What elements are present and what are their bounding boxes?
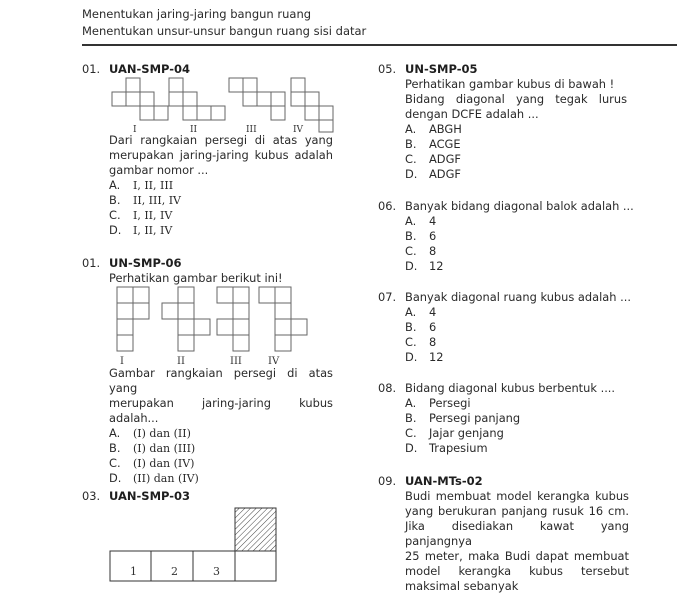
option-c[interactable]: C. 8	[405, 244, 437, 258]
option-b[interactable]: B. 6	[405, 320, 437, 334]
question-number: 08.	[378, 381, 397, 395]
question-text-line: yang berukuran panjang rusuk 16 cm.	[405, 504, 629, 518]
cube-net-figure-set	[109, 286, 339, 358]
figure-label-ii: II	[177, 356, 185, 367]
option-b[interactable]: B. ACGE	[405, 137, 461, 151]
figure-label-ii: II	[190, 125, 198, 135]
question-intro: Perhatikan gambar berikut ini!	[109, 271, 283, 285]
cube-net-iii	[229, 78, 285, 120]
question-text-line: gambar nomor ...	[109, 163, 209, 177]
option-d[interactable]: D. 12	[405, 350, 444, 364]
question-text-line: Budi membuat model kerangka kubus	[405, 489, 629, 503]
question-text-line: 25 meter, maka Budi dapat membuat	[405, 549, 629, 563]
option-b[interactable]: B. Persegi panjang	[405, 411, 521, 425]
cube-net-i	[117, 287, 149, 351]
option-d[interactable]: D. Trapesium	[405, 441, 488, 455]
cube-net-ii	[162, 287, 210, 351]
question-code: UN-SMP-05	[405, 62, 478, 76]
option-b[interactable]: B. (I) dan (III)	[109, 441, 196, 455]
question-code: UAN-MTs-02	[405, 474, 483, 488]
question-text-line: merupakan jaring-jaring kubus	[109, 396, 333, 410]
figure-label-iii: III	[246, 125, 257, 135]
option-a[interactable]: A. 4	[405, 214, 437, 228]
square-4	[235, 551, 276, 581]
page-header	[82, 6, 677, 46]
shaded-square	[235, 508, 276, 551]
question-number: 03.	[82, 489, 101, 503]
figure-label-iv: IV	[268, 356, 280, 367]
cube-net-i	[112, 78, 168, 120]
option-d[interactable]: D. I, II, IV	[109, 223, 173, 237]
figure-label-i: I	[133, 125, 137, 135]
figure-label-i: I	[120, 356, 124, 367]
question-text-line: model kerangka kubus tersebut	[405, 564, 629, 578]
question-number: 01.	[82, 256, 101, 270]
question-text-line: dengan DCFE adalah ...	[405, 107, 539, 121]
question-08	[378, 381, 638, 461]
question-number: 01.	[82, 62, 101, 76]
question-text-line: Dari rangkaian persegi di atas yang	[109, 133, 333, 147]
question-text-line: Banyak bidang diagonal balok adalah ...	[405, 199, 634, 213]
cube-net-figure-set	[109, 76, 339, 136]
cube-net-iii	[217, 287, 249, 351]
option-c[interactable]: C. I, II, IV	[109, 208, 173, 222]
option-d[interactable]: D. (II) dan (IV)	[109, 471, 199, 485]
header-divider	[82, 44, 677, 46]
question-uan-smp-04	[82, 62, 342, 242]
question-un-smp-06	[82, 256, 342, 485]
option-d[interactable]: D. 12	[405, 259, 444, 273]
cube-net-iv	[259, 287, 307, 351]
option-c[interactable]: C. ADGF	[405, 152, 461, 166]
question-text-line: Gambar rangkaian persegi di atas yang	[109, 366, 333, 395]
question-number: 09.	[378, 474, 397, 488]
option-a[interactable]: A. (I) dan (II)	[109, 426, 191, 440]
option-d[interactable]: D. ADGF	[405, 167, 461, 181]
question-number: 06.	[378, 199, 397, 213]
square-label-3: 3	[213, 565, 220, 578]
question-code: UAN-SMP-03	[109, 489, 191, 503]
question-text-line: Bidang diagonal kubus berbentuk ....	[405, 381, 616, 395]
question-text-line: Bidang diagonal yang tegak lurus	[405, 92, 627, 106]
question-uan-smp-03	[82, 489, 342, 578]
option-c[interactable]: C. (I) dan (IV)	[109, 456, 195, 470]
header-title-1: Menentukan jaring-jaring bangun ruang	[82, 7, 312, 21]
question-06	[378, 199, 638, 279]
square-arrangement-figure	[110, 507, 290, 577]
option-c[interactable]: C. Jajar genjang	[405, 426, 504, 440]
cube-net-ii	[169, 78, 225, 120]
figure-label-iii: III	[230, 356, 242, 367]
square-label-1: 1	[130, 565, 137, 578]
header-title-2: Menentukan unsur-unsur bangun ruang sisi datar	[82, 24, 367, 38]
question-code: UN-SMP-06	[109, 256, 182, 270]
question-code: UAN-SMP-04	[109, 62, 191, 76]
figure-label-iv: IV	[293, 125, 304, 135]
question-number: 05.	[378, 62, 397, 76]
square-label-2: 2	[171, 565, 178, 578]
question-text-line: adalah...	[109, 411, 159, 425]
question-text-line: merupakan jaring-jaring kubus adalah	[109, 148, 333, 162]
option-c[interactable]: C. 8	[405, 335, 437, 349]
question-text-line: Perhatikan gambar kubus di bawah !	[405, 77, 615, 91]
option-b[interactable]: B. 6	[405, 229, 437, 243]
option-b[interactable]: B. II, III, IV	[109, 193, 182, 207]
question-text-line: Banyak diagonal ruang kubus adalah ...	[405, 290, 631, 304]
option-a[interactable]: A. ABGH	[405, 122, 462, 136]
option-a[interactable]: A. 4	[405, 305, 437, 319]
option-a[interactable]: A. I, II, III	[109, 178, 174, 192]
question-07	[378, 290, 638, 370]
question-text-line: maksimal sebanyak	[405, 579, 519, 593]
question-un-smp-05	[378, 62, 638, 187]
question-text-line: Jika disediakan kawat yang panjangnya	[405, 519, 629, 548]
question-number: 07.	[378, 290, 397, 304]
option-a[interactable]: A. Persegi	[405, 396, 471, 410]
question-uan-mts-02	[378, 474, 648, 593]
